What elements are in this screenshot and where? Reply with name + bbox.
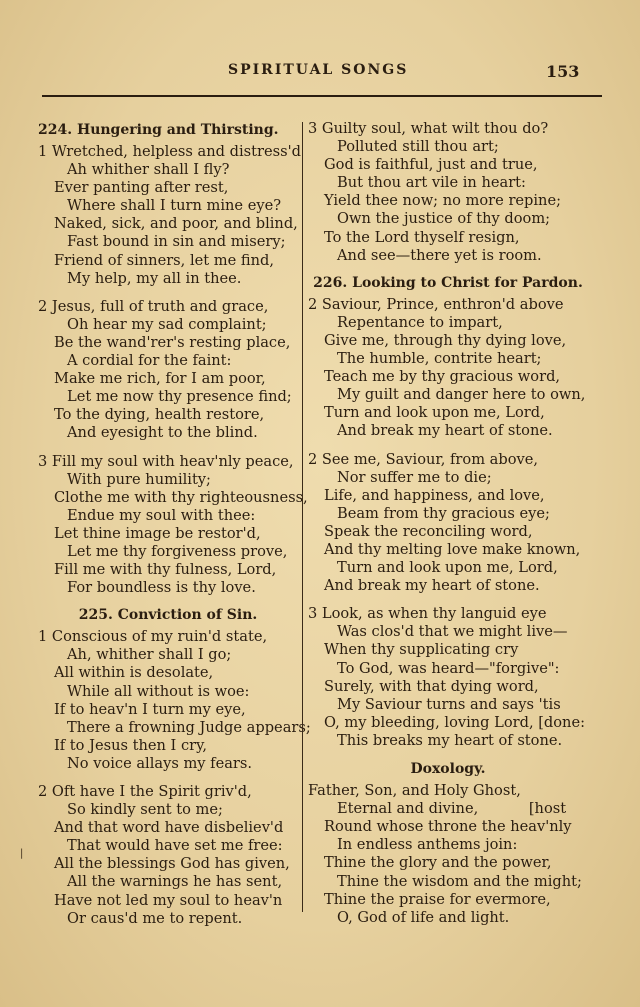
verse-line: Thine the praise for evermore, — [324, 890, 551, 908]
verse-line: With pure humility; — [67, 470, 211, 488]
verse-line: Let me thy forgiveness prove, — [67, 542, 288, 560]
hymn-224-stanza-2 — [38, 298, 298, 443]
verse-line: Ah, whither shall I go; — [67, 646, 232, 664]
verse-line: Clothe me with thy righteousness, — [54, 488, 308, 506]
verse-line: If to heav'n I turn my eye, — [54, 700, 246, 718]
verse-line: 3 Guilty soul, what wilt thou do? — [308, 120, 549, 137]
verse-line: Be the wand'rer's resting place, — [54, 333, 291, 351]
verse-line: To the dying, health restore, — [54, 406, 265, 424]
verse-line: 2 Saviour, Prince, enthron'd above — [308, 295, 564, 313]
verse-line: Yield thee now; no more repine; — [324, 192, 562, 210]
verse-line: My help, my all in thee. — [67, 269, 242, 287]
verse-line: Surely, with that dying word, — [324, 677, 539, 695]
verse-line: Round whose throne the heav'nly — [324, 818, 572, 836]
verse-line: All the blessings God has given, — [54, 855, 290, 873]
hymn-224-stanza-3 — [38, 452, 308, 598]
verse-line: My guilt and danger here to own, — [337, 386, 586, 404]
verse-line: Speak the reconciling word, — [324, 522, 533, 540]
hymn-224-stanza-1 — [38, 143, 301, 288]
verse-line: Have not led my soul to heav'n — [54, 891, 283, 909]
page-header — [0, 60, 640, 84]
verse-line: Teach me by thy gracious word, — [324, 368, 561, 386]
verse-line: This breaks my heart of stone. — [337, 731, 563, 749]
verse-line: All the warnings he has sent, — [67, 873, 283, 891]
doxology-title: Doxology. — [410, 761, 486, 777]
verse-line: In endless anthems join: — [337, 836, 518, 854]
verse-line: Nor suffer me to die; — [337, 468, 492, 486]
doxology-stanza — [308, 782, 588, 927]
verse-line: Let me now thy presence find; — [67, 388, 292, 406]
stray-mark: | — [20, 848, 24, 859]
verse-line: 2 Jesus, full of truth and grace, — [38, 297, 269, 315]
verse-line: While all without is woe: — [67, 682, 250, 700]
verse-line: Polluted still thou art; — [337, 138, 499, 156]
verse-line: O, God of life and light. — [337, 908, 510, 926]
verse-line: Repentance to impart, — [337, 313, 503, 331]
verse-line: And see—there yet is room. — [337, 246, 542, 264]
verse-line: God is faithful, just and true, — [324, 156, 538, 174]
verse-line: 3 Look, as when thy languid eye — [308, 605, 547, 623]
hymn-224-title: 224. Hungering and Thirsting. — [38, 122, 279, 138]
verse-line: Make me rich, for I am poor, — [54, 370, 266, 388]
column-divider — [302, 122, 303, 912]
verse-line: A cordial for the faint: — [67, 352, 232, 370]
hymn-226-stanza-2 — [308, 296, 588, 441]
verse-text: Eternal and divine, — [337, 800, 479, 818]
verse-line: And break my heart of stone. — [324, 577, 540, 595]
page-number: 153 — [546, 62, 580, 81]
verse-line: 1 Conscious of my ruin'd state, — [38, 628, 268, 646]
verse-line: Thine the glory and the power, — [324, 854, 552, 872]
verse-line: 2 Oft have I the Spirit griv'd, — [38, 783, 252, 800]
running-title: SPIRITUAL SONGS — [228, 62, 409, 78]
verse-line: Was clos'd that we might live— — [337, 623, 568, 641]
hymn-226-stanza-3 — [308, 605, 588, 750]
verse-line: To God, was heard—"forgive": — [337, 659, 560, 677]
verse-line: To the Lord thyself resign, — [324, 228, 520, 246]
verse-text: [host — [528, 800, 567, 818]
verse-line: But thou art vile in heart: — [337, 174, 526, 192]
verse-line: And break my heart of stone. — [337, 422, 553, 440]
verse-line: So kindly sent to me; — [67, 801, 223, 819]
verse-line: Or caus'd me to repent. — [67, 909, 243, 927]
hymn-225-stanza-1 — [38, 628, 311, 773]
verse-line: My Saviour turns and says 'tis — [337, 695, 561, 713]
header-rule — [42, 95, 602, 97]
verse-line: Oh hear my sad complaint; — [67, 315, 267, 333]
verse-line: 2 See me, Saviour, from above, — [308, 450, 539, 468]
verse-line: Father, Son, and Holy Ghost, — [308, 782, 521, 800]
verse-line: Turn and look upon me, Lord, — [337, 559, 558, 577]
verse-line — [308, 800, 588, 818]
verse-line: That would have set me free: — [67, 837, 283, 855]
verse-line: Ever panting after rest, — [54, 179, 229, 197]
verse-line: O, my bleeding, loving Lord, [done: — [324, 713, 586, 731]
hymn-226-title: 226. Looking to Christ for Pardon. — [313, 274, 583, 291]
verse-line: And eyesight to the blind. — [67, 424, 258, 442]
verse-line: Own the justice of thy doom; — [337, 210, 551, 228]
verse-line: Fill me with thy fulness, Lord, — [54, 561, 277, 579]
verse-line: Ah whither shall I fly? — [67, 161, 230, 179]
verse-line: Naked, sick, and poor, and blind, — [54, 215, 298, 233]
verse-line: Life, and happiness, and love, — [324, 486, 545, 504]
verse-line: Where shall I turn mine eye? — [67, 197, 282, 215]
left-column — [38, 120, 311, 938]
verse-line: Beam from thy gracious eye; — [337, 504, 550, 522]
verse-line: And thy melting love make known, — [324, 540, 581, 558]
verse-line: There a frowning Judge appears; — [67, 718, 311, 736]
verse-line: No voice allays my fears. — [67, 754, 253, 772]
verse-line: Friend of sinners, let me find, — [54, 251, 274, 269]
verse-line: All within is desolate, — [54, 664, 214, 682]
verse-line: The humble, contrite heart; — [337, 350, 542, 368]
verse-line: If to Jesus then I cry, — [54, 736, 208, 754]
verse-line: When thy supplicating cry — [324, 641, 519, 659]
verse-line: Give me, through thy dying love, — [324, 331, 567, 349]
hymn-226-stanza-2b — [308, 451, 588, 596]
hymn-225-title: 225. Conviction of Sin. — [78, 607, 258, 624]
verse-line: And that word have disbeliev'd — [54, 819, 284, 837]
right-column — [308, 120, 588, 937]
hymn-225-stanza-2 — [38, 783, 298, 928]
verse-line: Endue my soul with thee: — [67, 506, 256, 524]
hymn-225-stanza-3 — [308, 120, 588, 265]
verse-line: Let thine image be restor'd, — [54, 524, 261, 542]
verse-line: 1 Wretched, helpless and distress'd — [38, 143, 301, 160]
verse-line: Turn and look upon me, Lord, — [324, 404, 545, 422]
verse-line: For boundless is thy love. — [67, 579, 256, 597]
verse-line: Thine the wisdom and the might; — [337, 872, 582, 890]
verse-line: Fast bound in sin and misery; — [67, 233, 286, 251]
verse-line: 3 Fill my soul with heav'nly peace, — [38, 452, 294, 470]
